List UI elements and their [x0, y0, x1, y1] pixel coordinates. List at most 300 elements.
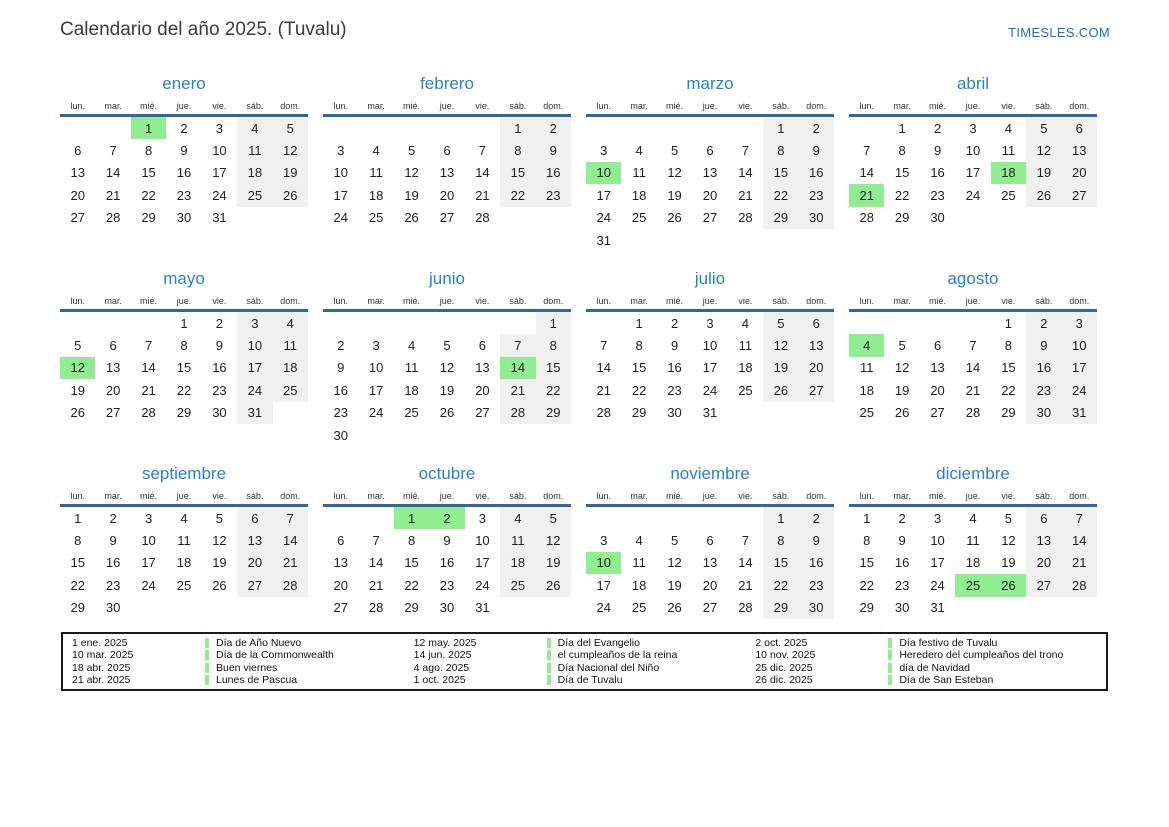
day-cell: 27: [475, 405, 490, 421]
day-cell: 26: [894, 405, 910, 421]
day-cell: 28: [475, 210, 490, 226]
day-cell: 5: [898, 338, 906, 354]
day-cell: 30: [930, 210, 945, 226]
day-cell: 11: [738, 338, 753, 354]
day-cell: 30: [667, 405, 682, 421]
day-cell: 15: [141, 165, 156, 181]
day-cell: 10: [1062, 334, 1097, 356]
day-cell: 5: [1004, 510, 1013, 526]
day-cell-empty: [1026, 207, 1061, 229]
day-cell-empty: [60, 117, 95, 139]
day-cell: 15: [70, 555, 85, 571]
day-cell: 2: [337, 338, 345, 354]
day-cell: 26: [991, 574, 1026, 596]
holiday-marker-icon: [205, 663, 209, 673]
month-title: agosto: [947, 269, 999, 288]
day-cell: 11: [1001, 143, 1016, 159]
day-cell: 10: [965, 143, 981, 159]
day-cell: 1: [180, 315, 188, 331]
day-cell: 3: [969, 120, 977, 136]
day-cell-empty: [273, 402, 308, 424]
weekday-label: vie.: [475, 491, 490, 501]
day-cell: 8: [898, 143, 906, 159]
weekday-label: jue.: [965, 101, 981, 111]
day-cell: 18: [859, 382, 874, 398]
day-cell: 23: [799, 574, 834, 596]
day-cell: 15: [631, 360, 647, 376]
day-cell-empty: [1062, 207, 1097, 229]
day-cell: 29: [141, 210, 156, 226]
day-cell: 20: [702, 187, 718, 203]
day-cell: 17: [475, 555, 490, 571]
legend-holiday-text: día de Navidad: [899, 661, 970, 674]
day-cell: 8: [536, 334, 571, 356]
day-cell: 26: [667, 210, 682, 226]
month-title: mayo: [163, 269, 205, 288]
month-days: [60, 117, 308, 229]
day-cell: 2: [1026, 312, 1061, 334]
weekday-label: mar.: [893, 296, 911, 306]
day-cell: 21: [475, 187, 490, 203]
day-cell: 13: [105, 360, 121, 376]
weekday-header: [849, 491, 1097, 507]
day-cell-empty: [991, 207, 1026, 229]
day-cell: 21: [500, 379, 535, 401]
weekday-header: [586, 101, 834, 117]
day-cell: 14: [738, 555, 753, 571]
day-cell: 19: [894, 382, 910, 398]
day-cell: 10: [586, 552, 621, 574]
day-cell: 27: [105, 405, 121, 421]
day-cell: 24: [475, 577, 490, 593]
weekday-label: lun.: [596, 296, 611, 306]
legend-date: 12 may. 2025: [413, 636, 477, 649]
weekday-label: vie.: [1001, 101, 1016, 111]
day-cell: 29: [763, 597, 798, 619]
weekday-label: vie.: [1001, 491, 1016, 501]
day-cell: 7: [741, 533, 750, 549]
day-cell: 3: [215, 120, 224, 136]
weekday-label: sáb.: [772, 491, 790, 501]
legend-date: 14 jun. 2025: [413, 649, 472, 662]
day-cell: 20: [439, 187, 455, 203]
day-cell: 12: [1001, 533, 1016, 549]
day-cell: 23: [799, 184, 834, 206]
day-cell: 25: [404, 405, 419, 421]
day-cell: 30: [1026, 402, 1061, 424]
day-cell: 18: [176, 555, 192, 571]
day-cell: 8: [763, 529, 798, 551]
day-cell-empty: [465, 424, 500, 446]
day-cell: 5: [536, 507, 571, 529]
day-cell: 20: [237, 552, 272, 574]
day-cell-empty: [323, 312, 358, 334]
day-cell: 16: [176, 165, 192, 181]
day-cell: 25: [859, 405, 874, 421]
day-cell: 20: [333, 577, 348, 593]
day-cell: 7: [600, 338, 608, 354]
month-title: abril: [956, 74, 990, 93]
day-cell: 24: [702, 382, 718, 398]
day-cell: 9: [337, 360, 345, 376]
day-cell: 29: [404, 600, 419, 616]
day-cell: 12: [667, 165, 682, 181]
day-cell-empty: [358, 312, 393, 334]
day-cell: 1: [394, 507, 429, 529]
day-cell-empty: [500, 424, 535, 446]
day-cell: 25: [237, 184, 272, 206]
weekday-header: [323, 296, 571, 312]
day-cell-empty: [95, 312, 130, 334]
weekday-label: dom.: [543, 101, 564, 111]
day-cell: 23: [1026, 379, 1061, 401]
day-cell: 2: [799, 117, 834, 139]
day-cell: 22: [763, 184, 798, 206]
day-cell: 5: [670, 533, 679, 549]
day-cell: 19: [667, 577, 682, 593]
day-cell-empty: [586, 312, 621, 334]
day-cell: 18: [991, 162, 1026, 184]
day-cell: 30: [799, 207, 834, 229]
day-cell-empty: [955, 312, 990, 334]
day-cell: 23: [176, 187, 192, 203]
day-cell: 14: [141, 360, 156, 376]
day-cell-empty: [394, 424, 429, 446]
weekday-label: dom.: [1069, 101, 1090, 111]
day-cell: 23: [439, 577, 455, 593]
day-cell: 6: [237, 507, 272, 529]
day-cell: 27: [930, 405, 945, 421]
day-cell: 3: [600, 533, 608, 549]
day-cell: 30: [799, 597, 834, 619]
holiday-marker-icon: [888, 675, 892, 685]
day-cell-empty: [763, 402, 798, 424]
day-cell: 14: [105, 165, 121, 181]
day-cell: 5: [273, 117, 308, 139]
month-title: enero: [162, 74, 206, 93]
day-cell: 17: [596, 577, 611, 593]
day-cell: 27: [439, 210, 455, 226]
day-cell: 6: [74, 143, 82, 159]
day-cell: 15: [763, 162, 798, 184]
weekday-label: mar.: [104, 296, 122, 306]
day-cell-empty: [465, 312, 500, 334]
day-cell: 11: [859, 360, 874, 376]
legend-holiday-name: [888, 674, 1097, 686]
day-cell: 31: [237, 402, 272, 424]
day-cell: 14: [738, 165, 753, 181]
day-cell-empty: [273, 597, 308, 619]
weekday-label: vie.: [212, 296, 227, 306]
day-cell: 6: [337, 533, 345, 549]
day-cell: 22: [1001, 382, 1016, 398]
weekday-label: jue.: [176, 296, 192, 306]
day-cell: 9: [933, 143, 942, 159]
day-cell-empty: [358, 424, 393, 446]
day-cell: 24: [596, 210, 611, 226]
day-cell-empty: [884, 312, 919, 334]
weekday-label: lun.: [596, 101, 611, 111]
day-cell: 22: [500, 184, 535, 206]
day-cell: 23: [536, 184, 571, 206]
day-cell: 19: [1001, 555, 1016, 571]
month-febrero: [323, 72, 571, 267]
weekday-label: lun.: [859, 101, 874, 111]
day-cell: 9: [1026, 334, 1061, 356]
legend-date: 4 ago. 2025: [413, 661, 470, 674]
day-cell: 28: [141, 405, 156, 421]
day-cell-empty: [955, 207, 990, 229]
day-cell: 11: [632, 555, 646, 571]
day-cell-empty: [849, 117, 884, 139]
weekday-label: mié.: [140, 491, 158, 501]
month-julio: [586, 267, 834, 462]
day-cell: 28: [859, 210, 874, 226]
day-cell-empty: [429, 424, 464, 446]
weekday-label: sáb.: [509, 491, 527, 501]
day-cell: 4: [273, 312, 308, 334]
day-cell: 12: [1026, 139, 1061, 161]
month-noviembre: [586, 462, 834, 657]
day-cell-empty: [692, 507, 727, 529]
weekday-label: lun.: [333, 491, 348, 501]
legend-date: 10 nov. 2025: [755, 649, 816, 662]
day-cell: 10: [475, 533, 490, 549]
day-cell-empty: [657, 229, 692, 251]
day-cell: 5: [443, 338, 451, 354]
day-cell-empty: [728, 117, 763, 139]
day-cell: 28: [738, 210, 753, 226]
weekday-label: jue.: [439, 296, 455, 306]
day-cell: 7: [969, 338, 977, 354]
page-title: Calendario del año 2025. (Tuvalu): [60, 19, 347, 40]
month-days: [849, 117, 1097, 229]
day-cell-empty: [1026, 597, 1061, 619]
weekday-label: lun.: [859, 491, 874, 501]
day-cell: 19: [273, 162, 308, 184]
day-cell: 20: [930, 382, 945, 398]
day-cell: 7: [109, 143, 117, 159]
day-cell: 24: [212, 187, 227, 203]
legend-box: [61, 632, 1108, 691]
day-cell: 23: [667, 382, 682, 398]
holiday-marker-icon: [888, 638, 892, 648]
day-cell: 6: [799, 312, 834, 334]
day-cell: 16: [799, 162, 834, 184]
day-cell: 2: [429, 507, 464, 529]
day-cell: 24: [965, 187, 981, 203]
day-cell: 8: [407, 533, 416, 549]
day-cell: 29: [859, 600, 874, 616]
day-cell: 13: [702, 555, 718, 571]
legend-holiday-text: Día de San Esteban: [899, 673, 994, 686]
day-cell: 7: [500, 334, 535, 356]
weekday-label: vie.: [738, 491, 753, 501]
day-cell: 2: [933, 120, 942, 136]
day-cell: 6: [109, 338, 117, 354]
day-cell: 1: [898, 120, 906, 136]
day-cell: 26: [536, 574, 571, 596]
day-cell: 23: [105, 577, 121, 593]
day-cell: 29: [70, 600, 85, 616]
month-days: [323, 117, 571, 229]
month-title: octubre: [418, 464, 476, 483]
day-cell-empty: [131, 312, 166, 334]
day-cell: 4: [180, 510, 188, 526]
day-cell-empty: [536, 424, 571, 446]
day-cell: 2: [215, 315, 224, 331]
day-cell: 21: [1062, 552, 1097, 574]
day-cell: 10: [368, 360, 384, 376]
timesles-link[interactable]: TIMESLES.COM: [1008, 25, 1110, 40]
weekday-label: mié.: [403, 491, 421, 501]
day-cell: 2: [536, 117, 571, 139]
day-cell: 22: [536, 379, 571, 401]
day-cell-empty: [166, 597, 201, 619]
day-cell: 3: [237, 312, 272, 334]
day-cell: 17: [237, 357, 272, 379]
legend-holiday-text: Día de la Commonwealth: [216, 649, 334, 662]
day-cell-empty: [536, 207, 571, 229]
weekday-label: jue.: [702, 491, 718, 501]
day-cell: 17: [596, 187, 611, 203]
day-cell: 7: [372, 533, 380, 549]
day-cell: 7: [863, 143, 871, 159]
day-cell: 13: [799, 334, 834, 356]
day-cell: 14: [500, 357, 535, 379]
month-days: [323, 312, 571, 446]
months-grid: [60, 72, 1097, 657]
day-cell: 9: [799, 529, 834, 551]
weekday-label: vie.: [212, 101, 227, 111]
day-cell: 8: [144, 143, 153, 159]
day-cell: 11: [177, 533, 191, 549]
weekday-label: vie.: [475, 296, 490, 306]
day-cell: 31: [475, 600, 490, 616]
day-cell: 12: [60, 357, 95, 379]
day-cell: 10: [586, 162, 621, 184]
day-cell: 15: [500, 162, 535, 184]
day-cell: 14: [475, 165, 490, 181]
day-cell: 8: [500, 139, 535, 161]
day-cell: 27: [70, 210, 85, 226]
day-cell: 10: [333, 165, 348, 181]
weekday-header: [323, 101, 571, 117]
weekday-label: mié.: [666, 101, 684, 111]
day-cell: 18: [965, 555, 981, 571]
day-cell: 30: [333, 427, 348, 443]
day-cell: 26: [439, 405, 455, 421]
weekday-label: dom.: [1069, 491, 1090, 501]
day-cell: 13: [1026, 529, 1061, 551]
legend-group: [414, 637, 756, 687]
day-cell: 12: [404, 165, 419, 181]
day-cell: 30: [105, 600, 121, 616]
weekday-label: mar.: [630, 101, 648, 111]
day-cell: 22: [631, 382, 647, 398]
day-cell: 26: [1026, 184, 1061, 206]
day-cell: 6: [478, 338, 487, 354]
day-cell: 2: [180, 120, 188, 136]
day-cell: 6: [443, 143, 451, 159]
legend-date: 21 abr. 2025: [72, 673, 131, 686]
weekday-label: mar.: [367, 296, 385, 306]
weekday-label: vie.: [475, 101, 490, 111]
day-cell: 28: [105, 210, 121, 226]
weekday-header: [586, 491, 834, 507]
legend-holiday-text: Día festivo de Tuvalu: [899, 636, 998, 649]
weekday-label: jue.: [965, 491, 981, 501]
weekday-label: jue.: [702, 296, 718, 306]
weekday-label: mar.: [367, 101, 385, 111]
day-cell: 26: [404, 210, 419, 226]
day-cell: 19: [212, 555, 227, 571]
holiday-marker-icon: [547, 650, 551, 660]
day-cell: 31: [702, 405, 718, 421]
day-cell: 2: [799, 507, 834, 529]
weekday-label: mié.: [403, 101, 421, 111]
day-cell-empty: [920, 312, 955, 334]
day-cell: 12: [212, 533, 227, 549]
day-cell: 3: [478, 510, 487, 526]
day-cell: 15: [859, 555, 874, 571]
legend-holiday-name: [888, 637, 1097, 649]
day-cell: 24: [237, 379, 272, 401]
day-cell: 13: [439, 165, 455, 181]
legend-date: 26 dic. 2025: [755, 673, 813, 686]
day-cell: 12: [667, 555, 682, 571]
day-cell: 17: [212, 165, 227, 181]
legend-holiday-text: Día de Año Nuevo: [216, 636, 302, 649]
day-cell: 29: [1001, 405, 1016, 421]
day-cell: 10: [702, 338, 718, 354]
month-days: [586, 117, 834, 251]
day-cell-empty: [728, 402, 763, 424]
day-cell: 14: [859, 165, 874, 181]
day-cell: 28: [500, 402, 535, 424]
day-cell: 27: [333, 600, 348, 616]
day-cell: 5: [1026, 117, 1061, 139]
weekday-label: mar.: [367, 491, 385, 501]
legend-holiday-text: Día Nacional del Niño: [557, 661, 660, 674]
day-cell-empty: [60, 312, 95, 334]
day-cell: 16: [105, 555, 121, 571]
day-cell-empty: [586, 117, 621, 139]
day-cell: 22: [176, 382, 192, 398]
day-cell: 18: [404, 382, 419, 398]
day-cell: 15: [894, 165, 910, 181]
weekday-label: sáb.: [772, 296, 790, 306]
day-cell-empty: [849, 312, 884, 334]
day-cell-empty: [323, 117, 358, 139]
holiday-marker-icon: [547, 675, 551, 685]
weekday-label: dom.: [1069, 296, 1090, 306]
month-days: [849, 507, 1097, 619]
day-cell: 21: [596, 382, 611, 398]
day-cell: 11: [404, 360, 419, 376]
day-cell: 28: [273, 574, 308, 596]
day-cell: 20: [105, 382, 121, 398]
day-cell-empty: [621, 507, 656, 529]
day-cell: 9: [443, 533, 451, 549]
day-cell: 3: [372, 338, 380, 354]
day-cell: 22: [763, 574, 798, 596]
day-cell-empty: [799, 402, 834, 424]
day-cell: 5: [215, 510, 224, 526]
day-cell: 2: [898, 510, 906, 526]
day-cell: 23: [894, 577, 910, 593]
weekday-label: mié.: [140, 101, 158, 111]
